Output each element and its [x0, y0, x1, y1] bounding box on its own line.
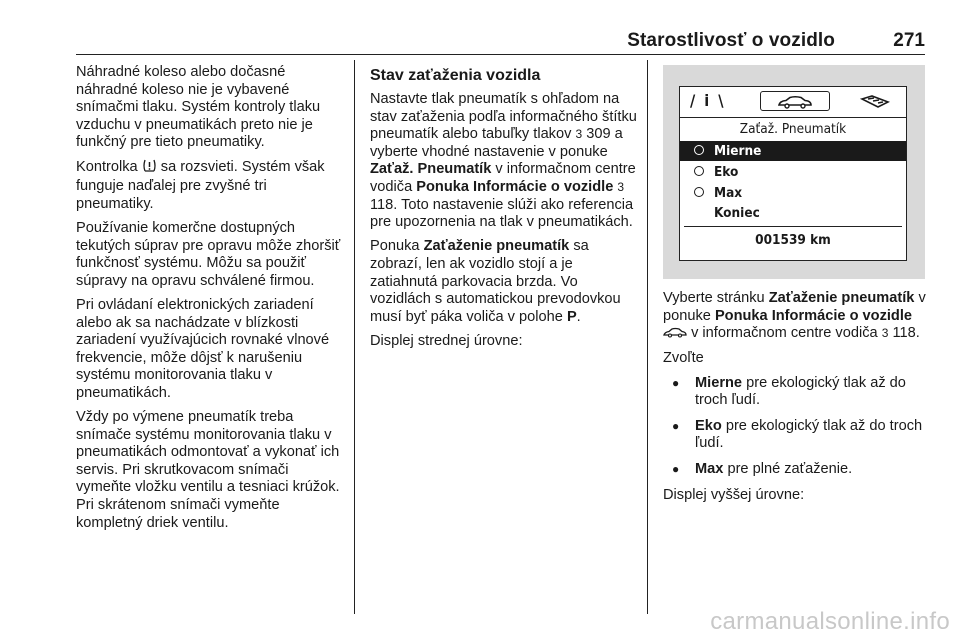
cross-reference-arrow-icon: 3: [575, 127, 583, 142]
text-fragment: Vyberte stránku: [663, 290, 765, 306]
display-option-mierne: [680, 141, 906, 161]
option-label: Mierne: [714, 143, 762, 159]
cross-reference-arrow-icon: 3: [617, 179, 625, 194]
display-option-eko: [680, 162, 906, 182]
cross-reference-arrow-icon: 3: [881, 326, 889, 341]
display-menu-title: Zaťaž. Pneumatík: [739, 121, 847, 137]
text-fragment: 118.: [892, 325, 920, 342]
display-divider: [684, 226, 902, 227]
tab-trip-info: / i \: [690, 91, 726, 110]
display-option-koniec: [680, 203, 906, 223]
paragraph-choose: Zvoľte: [663, 350, 704, 367]
paragraph-menu-condition: [370, 238, 640, 326]
paragraph-spare-wheel: Náhradné koleso alebo dočasné náhradné koleso nie je vybavené snímačmi tlaku. Systém kontroly tlaku vzduchu v pneumatikách preto nie je funkčný pre tieto pneumatiky.: [76, 64, 321, 151]
option-term: Mierne: [695, 374, 743, 391]
option-description: pre ekologický tlak až do troch ľudí.: [695, 417, 923, 452]
text-fragment: Kontrolka: [76, 158, 138, 175]
column-2: [370, 64, 640, 357]
text-fragment: sa rozsvieti. Systém však funguje naďalej pre zvyšné tri pneumatiky.: [76, 158, 325, 212]
odometer-readout: 001539 km: [755, 232, 831, 248]
text-fragment: Nastavte tlak pneumatík s ohľadom na stav zaťaženia podľa informačného štítku pneumatík alebo tabuľky tlakov: [370, 91, 637, 143]
menu-term: Ponuka Informácie o vozidle: [416, 178, 614, 195]
option-term: Max: [695, 460, 724, 477]
paragraph-repair-kits: Používanie komerčne dostupných tekutých súprav pre opravu môže zhoršiť funkčnosť systému. Môžu sa použiť súpravy na opravu schválené firmou.: [76, 219, 341, 289]
list-item: [663, 375, 933, 410]
road-icon: [860, 94, 890, 113]
menu-term: Zaťaženie pneumatík: [423, 238, 570, 255]
paragraph-load-setting: [370, 91, 640, 232]
paragraph-high-display: Displej vyššej úrovne:: [663, 486, 805, 503]
page-number: 271: [893, 30, 925, 51]
paragraph-interference: Pri ovládaní elektronických zariadení alebo ak sa nachádzate v blízkosti zariadení využívajúcich rovnaké vlnové frekvencie, môže dôjsť k narušeniu systému monitorovania tlaku v pneumatikách.: [76, 296, 330, 401]
menu-term: Ponuka Informácie o vozidle: [714, 307, 913, 324]
header-divider: [76, 54, 925, 55]
gear-position: P: [566, 308, 577, 325]
column-3: [663, 290, 933, 511]
text-fragment: .: [576, 308, 581, 325]
display-illustration: [663, 65, 925, 279]
car-icon: [663, 326, 687, 344]
watermark: carmanualsonline.info: [710, 608, 950, 635]
text-fragment: sa zobrazí, len ak vozidlo stojí a je zatiahnutá parkovacia brzda. Vo vozidlách s automatickou prevodovkou musí byť páka voliča v polohe: [370, 238, 621, 325]
column-divider-2: [647, 60, 648, 614]
option-label: Eko: [714, 164, 739, 180]
radio-circle-icon: [694, 166, 704, 176]
paragraph-mid-display: Displej strednej úrovne:: [370, 332, 523, 349]
text-fragment: v informačnom centre vodiča: [370, 161, 636, 195]
option-description: pre plné zaťaženie.: [727, 460, 853, 477]
menu-term: Zaťaženie pneumatík: [768, 290, 915, 306]
text-fragment: v ponuke: [663, 290, 926, 324]
paragraph-select-page: [663, 290, 933, 344]
car-icon: [777, 94, 813, 113]
option-label: Max: [714, 185, 743, 201]
display-tab-bar: [680, 87, 906, 118]
text-fragment: 118. Toto nastavenie slúži ako referencia pre upozornenia na tlak v pneumatikách.: [370, 196, 634, 231]
list-item: [663, 461, 933, 479]
driver-info-display: [679, 86, 907, 261]
option-list: [663, 375, 933, 479]
text-fragment: v informačnom centre vodiča: [691, 325, 878, 342]
section-heading: Stav zaťaženia vozidla: [370, 67, 541, 84]
paragraph-warning-light: [76, 159, 344, 214]
menu-term: Zaťaž. Pneumatík: [370, 161, 492, 178]
text-fragment: Ponuka: [370, 238, 420, 255]
column-1: [76, 64, 344, 539]
radio-circle-icon: [694, 187, 704, 197]
text-fragment: 309 a vyberte vhodné nastavenie v ponuke: [370, 126, 623, 160]
display-option-max: [680, 183, 906, 203]
radio-circle-icon: [694, 145, 704, 155]
tire-pressure-warning-icon: [142, 159, 157, 179]
tab-vehicle-info: [760, 91, 830, 111]
option-description: pre ekologický tlak až do troch ľudí.: [695, 374, 906, 409]
list-item: [663, 418, 933, 453]
column-divider-1: [354, 60, 355, 614]
option-label: Koniec: [714, 205, 760, 221]
paragraph-sensor-service: Vždy po výmene pneumatík treba snímače systému monitorovania tlaku v pneumatikách odmontovať a vykonať ich servis. Pri skrutkovacom snímači vymeňte vložku ventilu a tesniaci krúžok. Pri skrátenom snímači vymeňte kompletný driek ventilu.: [76, 409, 340, 531]
page-section-title: Starostlivosť o vozidlo: [627, 30, 835, 51]
option-term: Eko: [695, 417, 722, 434]
